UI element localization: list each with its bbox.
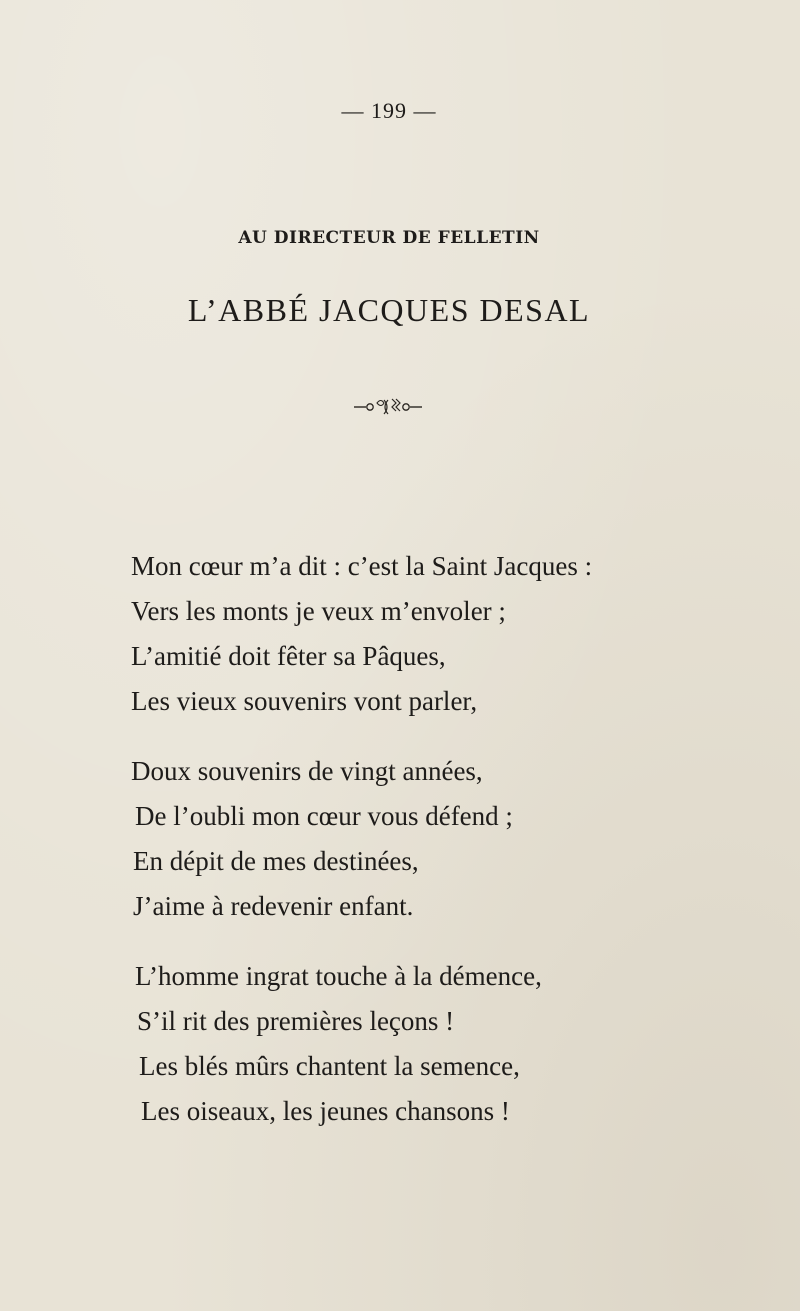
verse-line: Les oiseaux, les jeunes chansons ! [141,1096,510,1126]
verse-line: L’amitié doit fêter sa Pâques, [131,641,446,671]
verse-line: Les blés mûrs chantent la semence, [139,1051,520,1081]
verse-line: L’homme ingrat touche à la démence, [135,961,542,991]
verse-line: Les vieux souvenirs vont parler, [131,686,478,716]
verse-line: De l’oubli mon cœur vous défend ; [135,801,513,831]
poem-title: L’ABBÉ JACQUES DESAL [187,292,591,328]
verse-line: Doux souvenirs de vingt années, [131,756,483,786]
fleuron-ornament-icon [350,394,430,418]
verse-line: J’aime à redevenir enfant. [133,891,414,921]
verse-line: Vers les monts je veux m’envoler ; [131,596,506,626]
verse-line: En dépit de mes destinées, [133,846,419,876]
verse-line: Mon cœur m’a dit : c’est la Saint Jacques : [131,551,593,581]
dedication-heading: AU DIRECTEUR DE FELLETIN [238,228,540,248]
verse-line: S’il rit des premières leçons ! [137,1006,455,1036]
page-number: — 199 — [341,98,437,123]
